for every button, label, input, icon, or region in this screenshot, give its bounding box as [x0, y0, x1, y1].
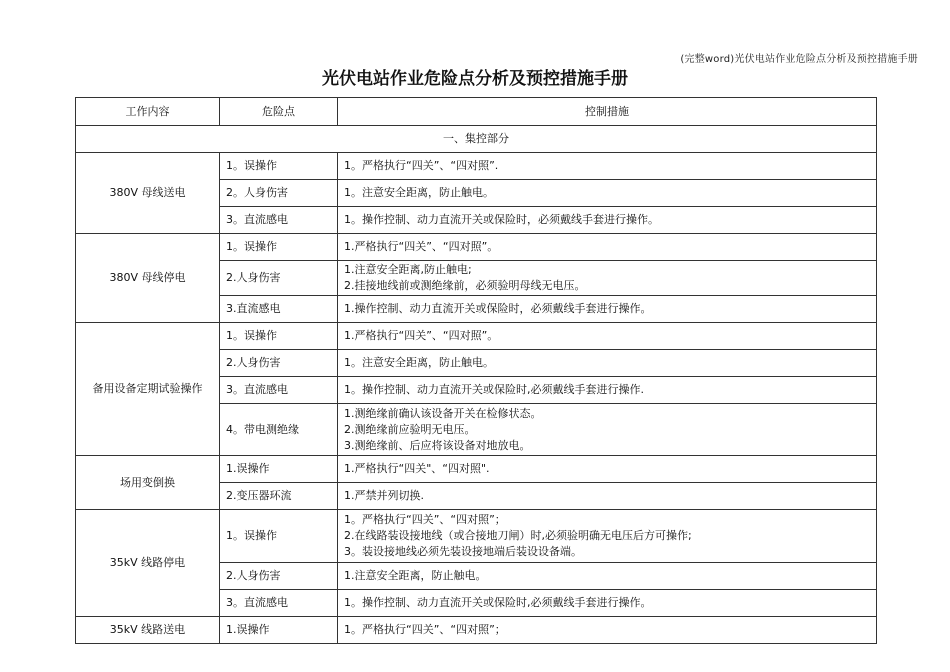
hazard-cell: 1。误操作	[220, 153, 338, 180]
work-content-cell: 场用变倒换	[76, 456, 220, 510]
control-measures-cell	[338, 153, 877, 180]
measure-line: 1。操作控制、动力直流开关或保险时，必须戴线手套进行操作。	[344, 213, 659, 226]
control-measures-cell	[338, 180, 877, 207]
control-measures-cell	[338, 563, 877, 590]
hazard-cell: 1。误操作	[220, 510, 338, 563]
measure-line: 2.测绝缘前应验明无电压。	[344, 422, 476, 436]
measure-line: 2.挂接地线前或测绝缘前，必须验明母线无电压。	[344, 279, 586, 292]
table-row	[76, 323, 877, 350]
hazard-cell: 1.误操作	[220, 617, 338, 644]
hazard-cell: 1。误操作	[220, 323, 338, 350]
hazard-cell: 3。直流感电	[220, 207, 338, 234]
hazard-cell: 1.误操作	[220, 456, 338, 483]
measure-line: 1.注意安全距离，防止触电。	[344, 569, 487, 582]
hazard-control-table	[75, 97, 877, 644]
measure-line: 1.操作控制、动力直流开关或保险时，必须戴线手套进行操作。	[344, 302, 652, 315]
hazard-cell: 2.人身伤害	[220, 261, 338, 296]
control-measures-cell	[338, 617, 877, 644]
measure-line: 1。操作控制、动力直流开关或保险时,必须戴线手套进行操作.	[344, 383, 644, 396]
table-row	[76, 617, 877, 644]
section-row	[76, 126, 877, 153]
measure-line: 1.严格执行“四关”、“四对照”。	[344, 240, 499, 253]
table-row	[76, 456, 877, 483]
hazard-cell: 2。人身伤害	[220, 180, 338, 207]
control-measures-cell	[338, 456, 877, 483]
measure-line: 1.注意安全距离,防止触电;	[344, 263, 472, 276]
hazard-cell: 2.人身伤害	[220, 563, 338, 590]
hazard-cell: 3。直流感电	[220, 590, 338, 617]
measure-line: 1。注意安全距离，防止触电。	[344, 186, 494, 199]
hazard-cell: 2.变压器环流	[220, 483, 338, 510]
hazard-cell: 3.直流感电	[220, 296, 338, 323]
control-measures-cell	[338, 207, 877, 234]
control-measures-cell	[338, 590, 877, 617]
control-measures-cell	[338, 483, 877, 510]
table-row	[76, 510, 877, 563]
column-header-work: 工作内容	[76, 98, 220, 126]
measure-line: 1。注意安全距离，防止触电。	[344, 356, 494, 369]
column-header-hazard: 危险点	[220, 98, 338, 126]
document-title: 光伏电站作业危险点分析及预控措施手册	[322, 69, 628, 89]
control-measures-cell	[338, 261, 877, 296]
control-measures-cell	[338, 234, 877, 261]
measure-line: 2.在线路装设接地线（或合接地刀闸）时,必须验明确无电压后方可操作;	[344, 529, 692, 542]
measure-line: 3.测绝缘前、后应将该设备对地放电。	[344, 438, 531, 452]
measure-line: 1.严格执行“四关”、“四对照”。	[344, 329, 499, 342]
document-header-note: (完整word)光伏电站作业危险点分析及预控措施手册	[680, 54, 918, 65]
measure-line: 1。严格执行“四关”、“四对照”.	[344, 159, 499, 172]
measure-line: 1。严格执行“四关”、“四对照”；	[344, 513, 506, 526]
control-measures-cell	[338, 296, 877, 323]
table-header-row	[76, 98, 877, 126]
work-content-cell: 380V 母线送电	[76, 153, 220, 234]
hazard-cell: 3。直流感电	[220, 377, 338, 404]
measure-line: 1.严禁并列切换.	[344, 489, 424, 502]
measure-line: 1。操作控制、动力直流开关或保险时,必须戴线手套进行操作。	[344, 596, 652, 609]
control-measures-cell	[338, 323, 877, 350]
measure-line: 1.严格执行“四关"、“四对照".	[344, 462, 490, 475]
measure-line: 1.测绝缘前确认该设备开关在检修状态。	[344, 406, 542, 420]
column-header-measures: 控制措施	[338, 98, 877, 126]
measure-line: 1。严格执行“四关”、“四对照”；	[344, 623, 506, 636]
work-content-cell: 备用设备定期试验操作	[76, 323, 220, 456]
work-content-cell: 380V 母线停电	[76, 234, 220, 323]
control-measures-cell	[338, 404, 877, 456]
work-content-cell: 35kV 线路送电	[76, 617, 220, 644]
measure-line: 3。装设接地线必须先装设接地端后装设设备端。	[344, 545, 582, 558]
hazard-cell: 2.人身伤害	[220, 350, 338, 377]
control-measures-cell	[338, 510, 877, 563]
hazard-cell: 4。带电测绝缘	[220, 404, 338, 456]
table-row	[76, 234, 877, 261]
section-heading: 一、集控部分	[76, 126, 877, 153]
table-body	[76, 126, 877, 644]
control-measures-cell	[338, 350, 877, 377]
control-measures-cell	[338, 377, 877, 404]
work-content-cell: 35kV 线路停电	[76, 510, 220, 617]
table-row	[76, 153, 877, 180]
hazard-cell: 1。误操作	[220, 234, 338, 261]
